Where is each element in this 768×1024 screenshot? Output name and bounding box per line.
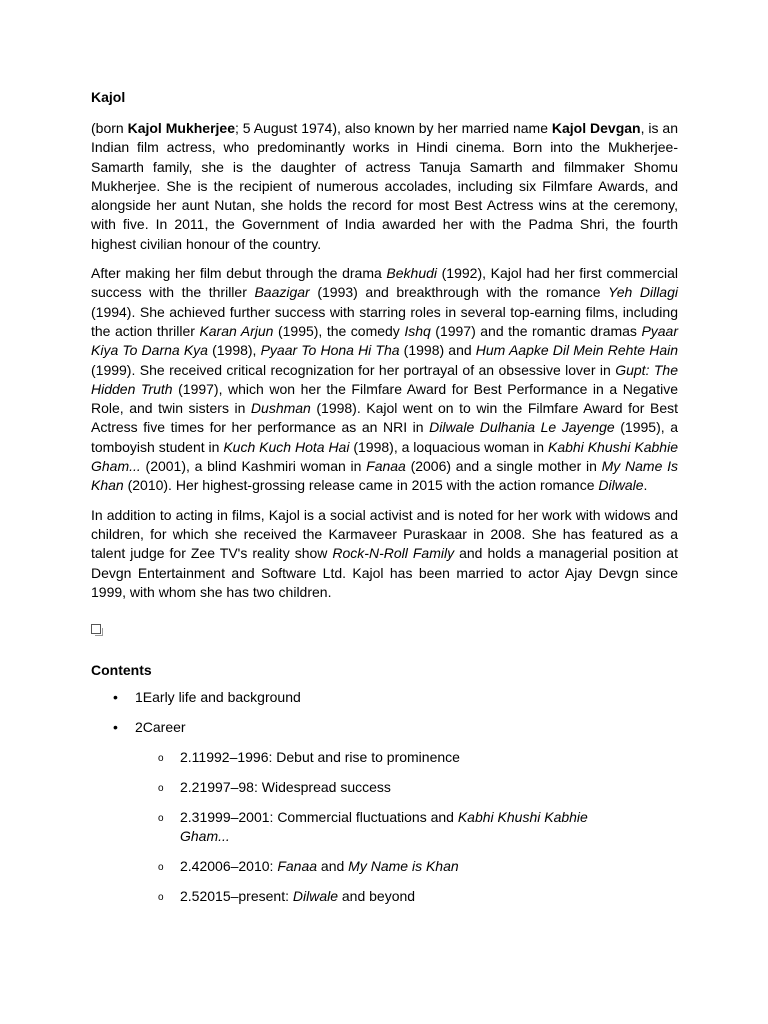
film-title: Dilwale: [598, 477, 644, 494]
page-title: Kajol: [91, 89, 126, 105]
career-text: (1995), the comedy: [273, 322, 405, 339]
toc-subitem[interactable]: [135, 808, 634, 846]
career-text: (2001), a blind Kashmiri woman in: [140, 458, 367, 475]
career-text: (1993) and breakthrough with the romance: [309, 284, 609, 301]
contents-heading: Contents: [91, 662, 152, 679]
career-paragraph: [91, 264, 678, 496]
film-title: Baazigar: [254, 284, 310, 301]
bullet-icon: •: [113, 689, 118, 706]
circle-bullet-icon: o: [158, 813, 164, 825]
circle-bullet-icon: o: [158, 783, 164, 795]
birth-name: Kajol Mukherjee: [127, 120, 235, 136]
toc-subitem[interactable]: [135, 778, 634, 797]
career-text: .: [643, 477, 648, 494]
career-text: (2010). Her highest-grossing release came in 2015 with the action romance: [123, 477, 599, 494]
toc-subitem-label[interactable]: 2.11992–1996: Debut and rise to prominence: [180, 749, 460, 766]
toc-item[interactable]: [91, 718, 678, 906]
film-title: Hum Aapke Dil Mein Rehte Hain: [475, 342, 679, 359]
show-title: Rock-N-Roll Family: [332, 545, 455, 562]
intro-text: (born: [91, 120, 128, 136]
toc-subitem[interactable]: [135, 857, 634, 876]
toc-subitem[interactable]: [135, 748, 634, 767]
film-title: My Name Is Khan: [91, 458, 679, 494]
toc-subitem-label[interactable]: 2.31999–2001: Commercial fluctuations and: [180, 809, 458, 826]
career-text: (1998). Kajol went on to win the Filmfare Award for Best Actress five times for her performance as an NRI in: [91, 400, 678, 436]
toc-subitem-label[interactable]: and: [317, 858, 349, 875]
circle-bullet-icon: o: [158, 753, 164, 765]
career-text: (1995), a tomboyish student in: [91, 419, 678, 455]
career-text: After making her film debut through the drama: [91, 265, 387, 282]
toc-subitem[interactable]: [135, 887, 634, 906]
career-text: (1994). She achieved further success with starring roles in several top-earning films, including the action thriller: [91, 303, 678, 339]
film-title: Fanaa: [366, 458, 406, 475]
intro-paragraph: [91, 119, 678, 254]
career-text: (1998) and: [399, 342, 476, 359]
film-title: Kabhi Khushi Kabhie Gham...: [91, 438, 678, 475]
toc-item[interactable]: [91, 688, 678, 707]
career-text: (1997), which won her the Filmfare Award for Best Performance in a Negative Role, and twin sisters in: [91, 380, 678, 417]
toc-subitem-label[interactable]: 2.21997–98: Widespread success: [180, 779, 391, 796]
film-title: Gupt: The Hidden Truth: [91, 361, 678, 397]
film-title: Pyaar Kiya To Darna Kya: [91, 322, 679, 359]
film-title: Pyaar To Hona Hi Tha: [260, 342, 400, 359]
career-text: (1997) and the romantic dramas: [430, 322, 642, 339]
checkbox-icon[interactable]: [91, 624, 101, 634]
film-title: Karan Arjun: [199, 322, 274, 339]
circle-bullet-icon: o: [158, 862, 164, 874]
career-text: (1998),: [207, 342, 261, 359]
toc-subitem-label[interactable]: 2.52015–present:: [180, 888, 293, 905]
film-title: Ishq: [404, 322, 431, 339]
film-title: Dilwale Dulhania Le Jayenge: [429, 419, 615, 436]
career-text: (1998), a loquacious woman in: [349, 438, 548, 455]
toc-sublist: [135, 748, 678, 906]
film-title: Dushman: [250, 400, 311, 417]
toc-item-label[interactable]: 1Early life and background: [135, 689, 301, 706]
career-text: (1992), Kajol had her first commercial success with the thriller: [91, 265, 678, 301]
career-text: (2006) and a single mother in: [405, 458, 602, 475]
film-title: Kuch Kuch Hota Hai: [223, 438, 350, 455]
career-text: (1999). She received critical recognization for her portrayal of an obsessive lover in: [91, 361, 616, 378]
circle-bullet-icon: o: [158, 892, 164, 904]
toc-item-label[interactable]: 2Career: [135, 719, 186, 736]
bullet-icon: •: [113, 719, 118, 736]
table-of-contents: [91, 688, 678, 906]
activism-text: In addition to acting in films, Kajol is a social activist and is noted for her work with widows and children, for which she received the Karmaveer Puraskaar in 2008. She has featured as a talent judge for Zee TV's reality show: [91, 506, 678, 562]
toc-subitem-film[interactable]: Dilwale: [292, 888, 338, 905]
film-title: Yeh Dillagi: [608, 284, 678, 301]
toc-subitem-film[interactable]: Kabhi Khushi Kabhie Gham...: [180, 809, 588, 845]
activism-text: and holds a managerial position at Devgn Entertainment and Software Ltd. Kajol has been married to actor Ajay Devgn since 1999, with whom she has two children.: [91, 545, 678, 600]
intro-text: ; 5 August 1974), also known by her married name: [234, 120, 552, 136]
toc-subitem-label[interactable]: 2.42006–2010:: [180, 858, 278, 875]
toc-subitem-label[interactable]: and beyond: [338, 888, 416, 905]
film-title: Bekhudi: [386, 265, 438, 282]
toc-subitem-film[interactable]: My Name is Khan: [348, 858, 459, 875]
intro-text: , is an Indian film actress, who predominantly works in Hindi cinema. Born into the Mukherjee-Samarth family, she is the daughter of actress Tanuja Samarth and filmmaker Shomu Mukherjee. She is the recipient of numerous accolades, including six Filmfare Awards, and alongside her aunt Nutan, she holds the record for most Best Actress wins at the ceremony, with five. In 2011, the Government of India awarded her with the Padma Shri, the fourth highest civilian honour of the country.: [91, 120, 678, 252]
toc-subitem-film[interactable]: Fanaa: [277, 858, 318, 875]
married-name: Kajol Devgan: [551, 120, 641, 136]
document-page: [91, 88, 678, 917]
activism-paragraph: [91, 506, 678, 602]
